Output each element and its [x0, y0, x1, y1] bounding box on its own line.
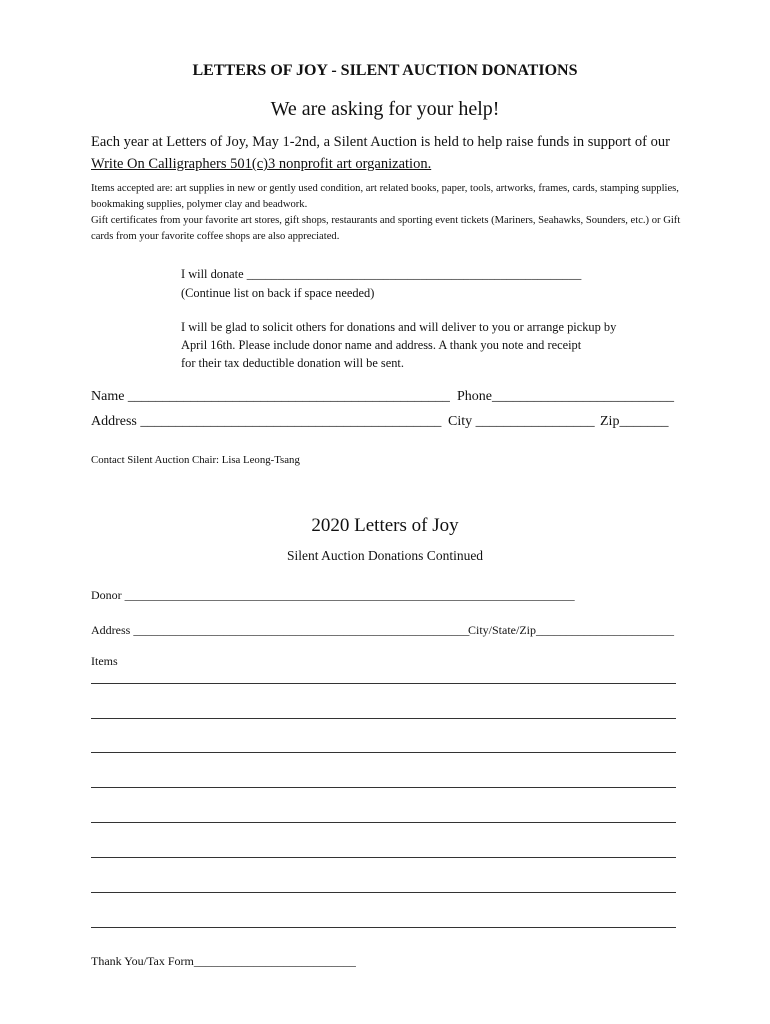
- zip-field[interactable]: Zip_______: [600, 414, 669, 429]
- intro-paragraph: [91, 131, 691, 175]
- continued-subtitle: Silent Auction Donations Continued: [286, 548, 484, 563]
- address-field[interactable]: Address ___________________________________________: [91, 414, 442, 429]
- items-line[interactable]: [91, 892, 676, 893]
- solicit-text-3: for their tax deductible donation will be sent.: [181, 356, 404, 370]
- items-line[interactable]: [91, 683, 676, 684]
- contact-chair: Contact Silent Auction Chair: Lisa Leong-Tsang: [91, 454, 300, 466]
- form-title: LETTERS OF JOY - SILENT AUCTION DONATIONS: [192, 62, 578, 79]
- items-line[interactable]: [91, 718, 676, 719]
- solicit-text-1: I will be glad to solicit others for donations and will deliver to you or arrange pickup by: [181, 320, 617, 334]
- phone-field[interactable]: Phone__________________________: [457, 389, 674, 404]
- intro-text: Each year at Letters of Joy, May 1-2nd, a Silent Auction is held to help raise funds in support of our: [91, 134, 670, 150]
- city-field[interactable]: City _________________: [448, 414, 595, 429]
- items-line[interactable]: [91, 822, 676, 823]
- form-subtitle: We are asking for your help!: [270, 98, 500, 120]
- items-accepted: [91, 181, 681, 245]
- items-line[interactable]: [91, 787, 676, 788]
- items-accepted-text: Items accepted are: art supplies in new or gently used condition, art related books, paper, tools, artworks, frames, cards, stamping supplies, bookmaking supplies, polymer clay and beadwork.: [91, 183, 679, 210]
- continued-title: 2020 Letters of Joy: [311, 515, 459, 536]
- donate-field[interactable]: I will donate ______________________________________________________: [181, 267, 582, 281]
- thank-you-tax-form-field[interactable]: Thank You/Tax Form___________________________: [91, 954, 356, 968]
- items-line[interactable]: [91, 927, 676, 928]
- city-state-zip-field[interactable]: City/State/Zip_______________________: [468, 623, 674, 637]
- organization-link[interactable]: Write On Calligraphers 501(c)3 nonprofit art organization.: [91, 156, 432, 172]
- items-label: Items: [91, 654, 118, 668]
- items-line[interactable]: [91, 752, 676, 753]
- donor-field[interactable]: Donor ___________________________________________________________________________: [91, 588, 575, 602]
- solicit-text-2: April 16th. Please include donor name and address. A thank you note and receipt: [181, 338, 582, 352]
- continue-note: (Continue list on back if space needed): [181, 286, 375, 300]
- donor-address-field[interactable]: Address ________________________________________________________: [91, 623, 470, 637]
- name-field[interactable]: Name ______________________________________________: [91, 389, 450, 404]
- items-line[interactable]: [91, 857, 676, 858]
- gift-certificates-text: Gift certificates from your favorite art stores, gift shops, restaurants and sporting event tickets (Mariners, Seahawks, Sounders, etc.) or Gift cards from your favorite coffee shops are also appreciated.: [91, 215, 681, 242]
